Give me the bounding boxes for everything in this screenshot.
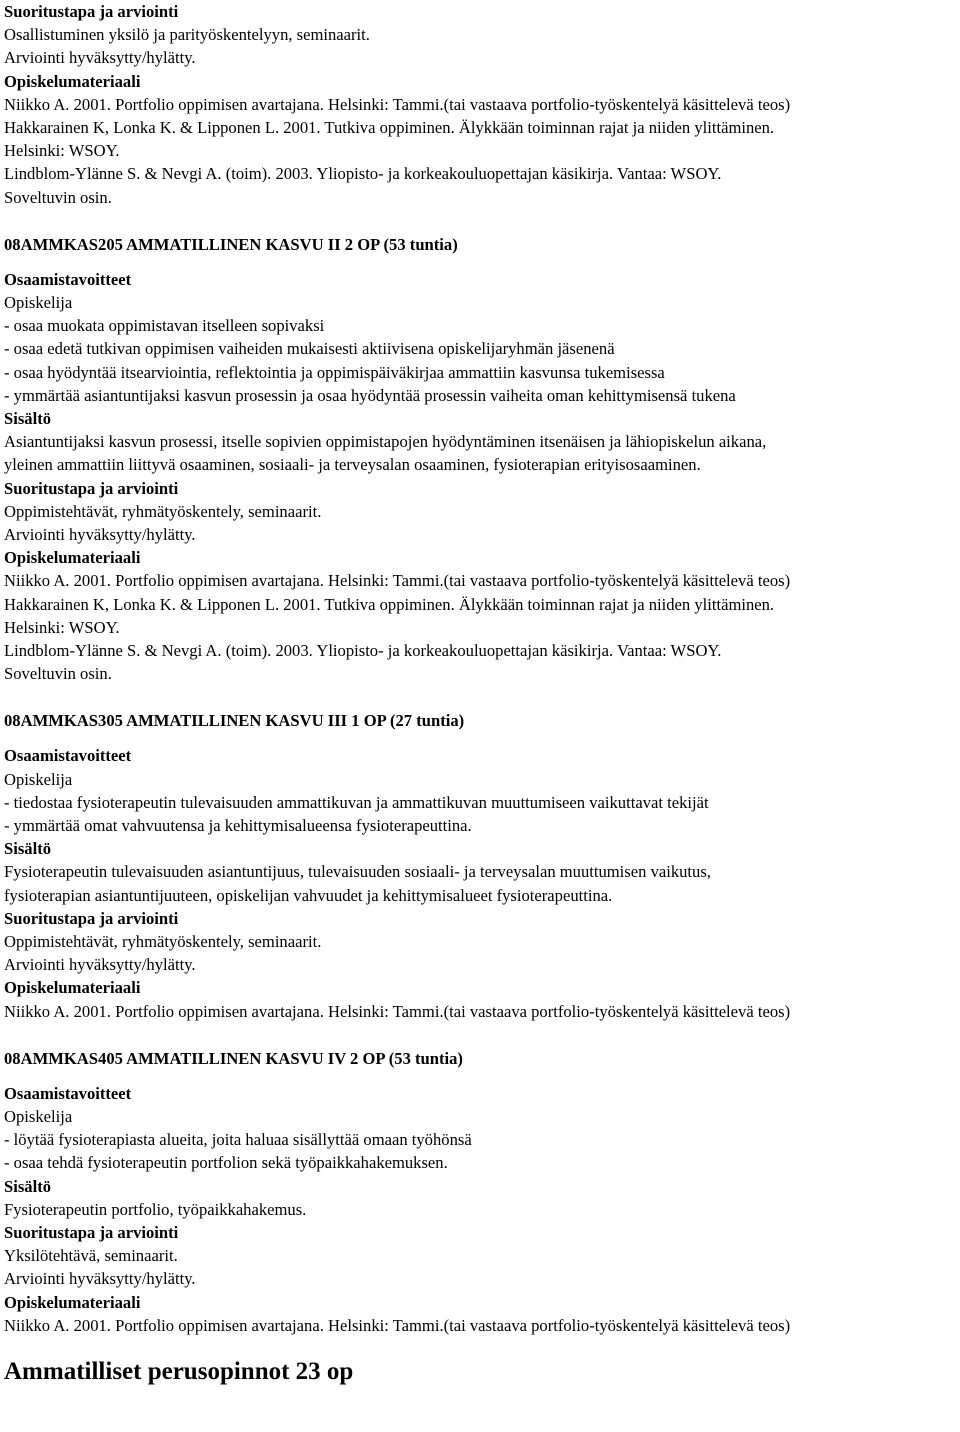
reference-line: Soveltuvin osin. [4,187,112,207]
reference-line: Niikko A. 2001. Portfolio oppimisen avartajana. Helsinki: Tammi.(tai vastaava portfolio-työskentelyä käsittelevä teos) [4,94,791,114]
objective-item: - osaa hyödyntää itsearviointia, reflektointia ja oppimispäiväkirjaa ammattiin kasvunsa tukemisessa [4,362,665,382]
objective-item: - osaa tehdä fysioterapeutin portfolion sekä työpaikkahakemuksen. [4,1153,448,1173]
section-heading: Opiskelumateriaali [4,978,141,998]
text-line: Fysioterapeutin portfolio, työpaikkahakemus. [4,1199,307,1219]
section-heading: Opiskelumateriaali [4,548,141,568]
objective-item: - osaa edetä tutkivan oppimisen vaiheiden mukaisesti aktiivisena opiskelijaryhmän jäsenenä [4,339,615,359]
reference-line: Niikko A. 2001. Portfolio oppimisen avartajana. Helsinki: Tammi.(tai vastaava portfolio-työskentelyä käsittelevä teos) [4,1001,791,1021]
text-line: Arviointi hyväksytty/hylätty. [4,48,196,68]
section-heading: Sisältö [4,409,52,428]
text-line: Arviointi hyväksytty/hylätty. [4,524,196,544]
student-label: Opiskelija [4,769,73,789]
intro-section [4,0,956,209]
text-line: yleinen ammattiin liittyvä osaaminen, sosiaali- ja terveysalan osaaminen, fysioterapian erityisosaaminen. [4,455,701,475]
section-heading: Opiskelumateriaali [4,1292,141,1312]
objective-item: - ymmärtää omat vahvuutensa ja kehittymisalueensa fysioterapeuttina. [4,816,472,835]
text-line: fysioterapian asiantuntijuuteen, opiskelijan vahvuudet ja kehittymisalueet fysioterapeuttina. [4,885,613,905]
objective-item: - löytää fysioterapiasta alueita, joita haluaa sisällyttää omaan työhönsä [4,1130,472,1150]
section-heading: Suoritustapa ja arviointi [4,908,179,928]
section-heading: Osaamistavoitteet [4,746,132,766]
reference-line: Niikko A. 2001. Portfolio oppimisen avartajana. Helsinki: Tammi.(tai vastaava portfolio-työskentelyä käsittelevä teos) [4,1315,791,1335]
objective-item: - osaa muokata oppimistavan itselleen sopivaksi [4,316,325,336]
reference-line: Lindblom-Ylänne S. & Nevgi A. (toim). 2003. Yliopisto- ja korkeakouluopettajan käsikirja. Vantaa: WSOY. [4,164,722,184]
text-line: Osallistuminen yksilö ja parityöskentelyyn, seminaarit. [4,25,370,45]
section-heading: Suoritustapa ja arviointi [4,478,179,498]
course-title: 08AMMKAS305 AMMATILLINEN KASVU III 1 OP (27 tuntia) [4,711,465,731]
reference-line: Hakkarainen K, Lonka K. & Lipponen L. 2001. Tutkiva oppiminen. Älykkään toiminnan rajat ja niiden ylittäminen. [4,117,775,137]
section-heading: Opiskelumateriaali [4,71,141,91]
reference-line: Helsinki: WSOY. [4,141,120,161]
text-line: Oppimistehtävät, ryhmätyöskentely, seminaarit. [4,931,322,951]
course-section [4,233,956,686]
reference-line: Lindblom-Ylänne S. & Nevgi A. (toim). 2003. Yliopisto- ja korkeakouluopettajan käsikirja. Vantaa: WSOY. [4,640,722,660]
objective-item: - ymmärtää asiantuntijaksi kasvun prosessin ja osaa hyödyntää prosessin vaiheita oman kehittymisensä tukena [4,385,736,405]
section-heading: Osaamistavoitteet [4,1083,132,1103]
section-heading: Sisältö [4,1176,52,1196]
text-line: Yksilötehtävä, seminaarit. [4,1246,178,1266]
course-section [4,709,956,1022]
objective-item: - tiedostaa fysioterapeutin tulevaisuuden ammattikuvan ja ammattikuvan muuttumiseen vaikuttavat tekijät [4,792,709,812]
student-label: Opiskelija [4,293,73,313]
section-heading: Sisältö [4,839,52,859]
reference-line: Helsinki: WSOY. [4,617,120,637]
student-label: Opiskelija [4,1107,73,1127]
reference-line: Niikko A. 2001. Portfolio oppimisen avartajana. Helsinki: Tammi.(tai vastaava portfolio-työskentelyä käsittelevä teos) [4,571,791,591]
main-heading: Ammatilliset perusopinnot 23 op [4,1357,354,1385]
section-heading: Suoritustapa ja arviointi [4,2,179,21]
course-title: 08AMMKAS205 AMMATILLINEN KASVU II 2 OP (53 tuntia) [4,234,458,254]
course-title: 08AMMKAS405 AMMATILLINEN KASVU IV 2 OP (53 tuntia) [4,1048,463,1068]
text-line: Fysioterapeutin tulevaisuuden asiantuntijuus, tulevaisuuden sosiaali- ja terveysalan muuttumisen vaikutus, [4,862,711,882]
text-line: Oppimistehtävät, ryhmätyöskentely, seminaarit. [4,501,322,521]
section-heading: Suoritustapa ja arviointi [4,1223,179,1242]
reference-line: Soveltuvin osin. [4,664,112,684]
text-line: Arviointi hyväksytty/hylätty. [4,1269,196,1289]
text-line: Arviointi hyväksytty/hylätty. [4,955,196,975]
course-section [4,1047,956,1337]
reference-line: Hakkarainen K, Lonka K. & Lipponen L. 2001. Tutkiva oppiminen. Älykkään toiminnan rajat ja niiden ylittäminen. [4,594,775,614]
section-heading: Osaamistavoitteet [4,269,132,289]
text-line: Asiantuntijaksi kasvun prosessi, itselle sopivien oppimistapojen hyödyntäminen itsenäisen ja lähiopiskelun aikana, [4,432,767,452]
